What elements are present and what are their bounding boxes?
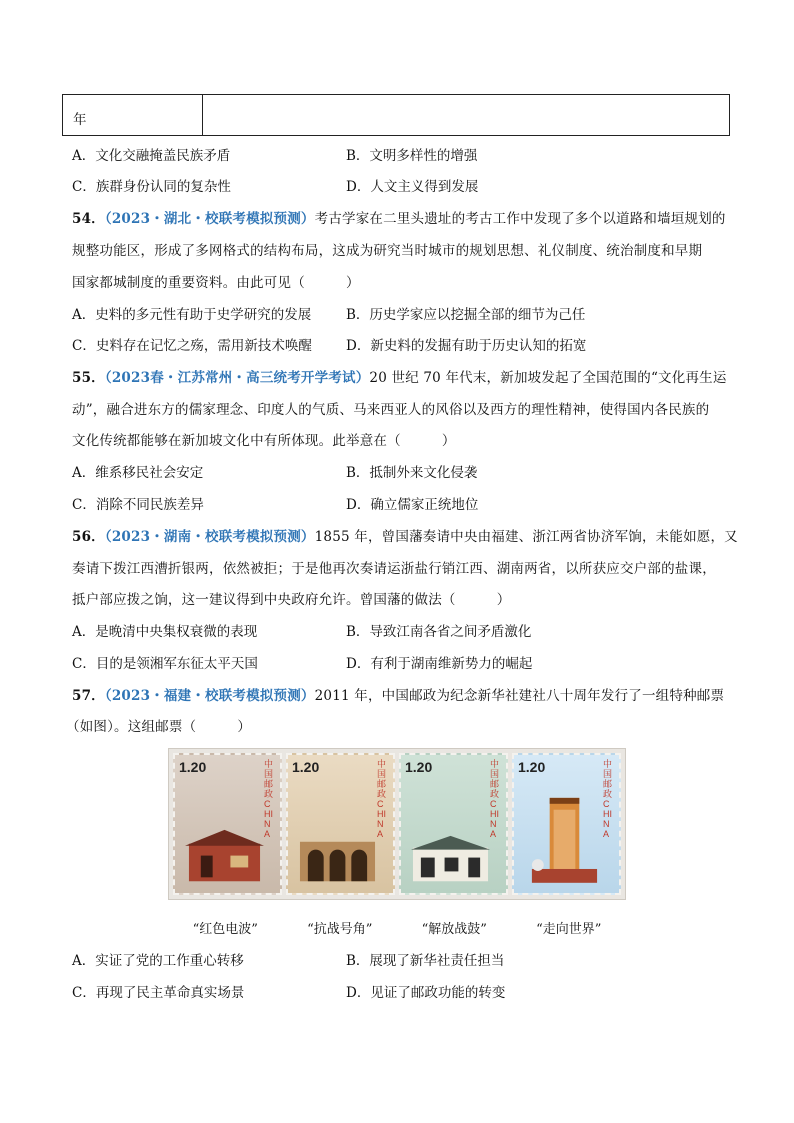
q55-options-row-2 [72,495,732,515]
table-cell-empty [203,95,729,135]
q56-stem-line-2: 奏请下拨江西漕折银两，依然被拒；于是他再次奏请运浙盐行销江西、湖南两省，以所获应交户部的盐课， [72,561,716,577]
village-house-illustration [411,824,490,883]
stamp-country: 中国邮政CHINA [490,759,500,839]
q54-text-1: 考古学家在二里头遗址的考古工作中发现了多个以道路和墙垣规划的 [314,211,726,227]
q56-options-row-2 [72,654,732,674]
cave-building-illustration [185,824,264,883]
q55-stem-line-2: 动”，融合进东方的儒家理念、印度人的气质、马来西亚人的风俗以及西方的理性精神，使得国内各民族的 [72,402,710,418]
q53-option-a[interactable]: A．文化交融掩盖民族矛盾 [72,148,231,164]
q55-option-a[interactable]: A．维系移民社会安定 [72,465,204,481]
q54-options-row-2 [72,336,732,356]
q53-option-b[interactable]: B．文明多样性的增强 [346,148,478,164]
stamp-value: 1.20 [179,759,207,775]
yaodong-arches-illustration [298,824,377,883]
q57-option-a[interactable]: A．实证了党的工作重心转移 [72,953,244,969]
q54-options-row-1 [72,305,732,325]
q56-stem-line-1 [72,527,738,547]
q57-option-b[interactable]: B．展现了新华社责任担当 [346,953,505,969]
q55-option-d[interactable]: D．确立儒家正统地位 [346,497,479,513]
q54-option-d[interactable]: D．新史料的发掘有助于历史认知的拓宽 [346,338,587,354]
caption-war-bugle: “抗战号角” [307,922,373,937]
q55-text-1: 20 世纪 70 年代末，新加坡发起了全国范围的“文化再生运 [369,370,727,386]
q56-option-b[interactable]: B．导致江南各省之间矛盾激化 [346,624,532,640]
q53-option-c[interactable]: C．族群身份认同的复杂性 [72,179,231,195]
q56-option-a[interactable]: A．是晚清中央集权衰微的表现 [72,624,258,640]
q55-option-c[interactable]: C．消除不同民族差异 [72,497,204,513]
stamp-country: 中国邮政CHINA [603,759,613,839]
stamp-towards-world [512,753,621,895]
caption-red-radio-wave: “红色电波” [192,922,258,937]
q57-options-row-2 [72,983,732,1003]
q56-stem-line-3: 抵户部应拨之饷，这一建议得到中央政府允许。曾国藩的做法（ ） [72,592,511,608]
q57-stem-line-1 [72,686,724,706]
q57-text-1: 2011 年，中国邮政为纪念新华社建社八十周年发行了一组特种邮票 [314,688,725,704]
q53-options-row-2 [72,177,732,197]
q57-options-row-1 [72,951,732,971]
q55-number: 55． [72,370,105,386]
q54-stem-line-2: 规整功能区，形成了多网格式的结构布局，这成为研究当时城市的规划思想、礼仪制度、统治制度和早期 [72,243,703,259]
stamp-country: 中国邮政CHINA [264,759,274,839]
q53-options-row-1 [72,146,732,166]
q55-options-row-1 [72,463,732,483]
table-fragment [62,94,730,136]
q56-text-1: 1855 年，曾国藩奏请中央由福建、浙江两省协济军饷，未能如愿，又 [314,529,738,545]
q54-stem-line-1 [72,209,726,229]
q54-option-a[interactable]: A．史料的多元性有助于史学研究的发展 [72,307,312,323]
q57-stem-line-2: （如图）。这组邮票（ ） [66,719,252,735]
stamp-value: 1.20 [405,759,433,775]
q54-option-c[interactable]: C．史料存在记忆之殇，需用新技术唤醒 [72,338,312,354]
caption-liberation-drum: “解放战鼓” [421,922,487,937]
stamp-value: 1.20 [518,759,546,775]
q57-source: （2023・福建・校联考模拟预测） [104,688,315,704]
q57-number: 57． [72,688,105,704]
xinhua-tower-illustration [524,788,603,887]
stamp-captions [168,918,626,937]
stamp-set-image [168,748,626,900]
q54-option-b[interactable]: B．历史学家应以挖掘全部的细节为己任 [346,307,586,323]
q54-number: 54． [72,211,105,227]
q54-stem-line-3: 国家都城制度的重要资料。由此可见（ ） [72,275,360,291]
q57-option-d[interactable]: D．见证了邮政功能的转变 [346,985,506,1001]
q54-source: （2023・湖北・校联考模拟预测） [104,211,315,227]
stamp-liberation-drum [399,753,508,895]
stamp-red-radio-wave [173,753,282,895]
q56-options-row-1 [72,622,732,642]
q55-option-b[interactable]: B．抵制外来文化侵袭 [346,465,478,481]
q56-number: 56． [72,529,105,545]
stamp-country: 中国邮政CHINA [377,759,387,839]
table-cell-year: 年 [63,95,203,135]
q57-option-c[interactable]: C．再现了民主革命真实场景 [72,985,245,1001]
stamp-value: 1.20 [292,759,320,775]
q56-option-c[interactable]: C．目的是领湘军东征太平天国 [72,656,258,672]
q55-stem-line-1 [72,368,727,388]
stamp-war-bugle [286,753,395,895]
q56-option-d[interactable]: D．有利于湖南维新势力的崛起 [346,656,533,672]
q55-source: （2023春・江苏常州・高三统考开学考试） [104,370,370,386]
q53-option-d[interactable]: D．人文主义得到发展 [346,179,479,195]
q55-stem-line-3: 文化传统都能够在新加坡文化中有所体现。此举意在（ ） [72,433,456,449]
caption-towards-world: “走向世界” [536,922,602,937]
q56-source: （2023・湖南・校联考模拟预测） [104,529,315,545]
